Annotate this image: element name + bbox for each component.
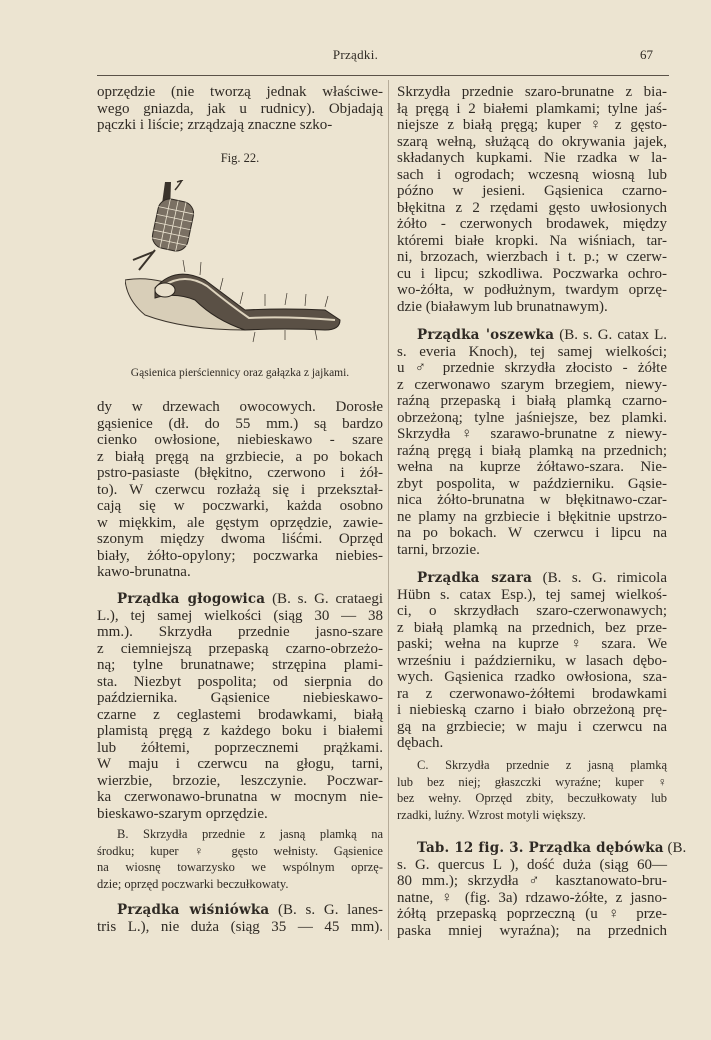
text-line: bieskawo-szarym oprzędzie. xyxy=(97,805,268,822)
text-line: października. Gąsienice niebieskawo- xyxy=(97,690,383,706)
text-line: tarni, brzozie. xyxy=(397,541,480,558)
text-line: któremi białe kropki. Na wiśniach, tar- xyxy=(397,232,667,249)
paragraph-p-glogowica xyxy=(97,591,383,822)
paragraph-p-szara xyxy=(397,570,667,752)
column-divider xyxy=(388,80,389,940)
text-line: obrzeżoną; tylne jaśniejsze, bez plamki. xyxy=(397,409,667,426)
species-heading: Prządka głogowica xyxy=(117,591,266,607)
text-line: cienko owłosione, niebieskawo - szare xyxy=(97,432,383,448)
text-line: z białą pręgą na grzbiecie, a po bokach xyxy=(97,448,383,465)
species-heading: Prządka wiśniówka xyxy=(117,902,270,918)
text-line: nica żółto-brunatna w błękitnawo-czar- xyxy=(397,492,667,508)
text-line: Skrzydła przednie szaro-brunatne z bia- xyxy=(397,84,667,100)
running-header-title: Prządki. xyxy=(332,47,379,62)
text-line: gą na grzbiecie; w maju i czerwcu na xyxy=(397,718,667,735)
text-line: ra z czerwonawo-żółtemi brodawkami xyxy=(397,685,667,702)
text-line: błękitna z 2 rzędami gęsto uwłosionych xyxy=(397,199,667,216)
paragraph-p-continued xyxy=(97,84,383,134)
text-line: 80 mm.); skrzydła ♂ kasztanowato-bru- xyxy=(397,873,667,889)
text-line: czarne z ceglastemi brodawkami, białą xyxy=(97,706,383,723)
paragraph-p-group-c xyxy=(397,757,667,823)
text-line: wych. Gąsienica rzadko owłosiona, sza- xyxy=(397,669,667,685)
text-line: w miękkim, ale gęstym oprzędzie, zawie- xyxy=(97,514,383,531)
text-line-rest: (B. s. G. rimicola xyxy=(532,570,667,586)
header-rule xyxy=(97,75,669,76)
text-line: dzie (białawym lub brunatnawym). xyxy=(397,298,608,315)
text-line: rzadki, luźny. Wzrost motyli większy. xyxy=(397,807,586,822)
text-line: s. G. quercus L ), dość duża (siąg 60— xyxy=(397,856,667,873)
text-line: dębach. xyxy=(397,735,444,751)
species-heading: Prządka szara xyxy=(417,570,533,586)
paragraph-p-wisniowka-cont xyxy=(397,84,667,315)
text-line: ne plamy na grzbiecie i błękitnie upstrzo- xyxy=(397,508,667,525)
figure-caption: Gąsienica pierściennicy oraz gałązka z jajkami. xyxy=(130,367,350,379)
text-line: tris L.), nie duża (siąg 35 — 45 mm). xyxy=(97,918,383,935)
text-line: szonym między dwoma liśćmi. Oprzęd xyxy=(97,531,383,547)
text-line: późno w jesieni. Gąsienica czarno- xyxy=(397,183,667,199)
text-line xyxy=(397,327,667,344)
paragraph-p-damage xyxy=(97,399,383,581)
text-line xyxy=(397,840,687,857)
text-line: z białą plamką na przednich, bez prze- xyxy=(397,619,667,636)
text-line: paska mniej wyraźna); na przednich xyxy=(397,922,667,939)
text-line: ka czerwonawo-brunatna w mocnym nie- xyxy=(97,789,383,805)
text-line: wierzbie, brzozie, leszczynie. Poczwar- xyxy=(97,772,383,789)
paragraph-p-oszewka xyxy=(397,327,667,558)
text-line: kawo-brunatna. xyxy=(97,564,191,580)
text-line: lub bez niej; głaszczki wyraźne; kuper ♀ xyxy=(397,774,667,789)
page-number: 67 xyxy=(640,47,653,62)
text-line: środku; kuper ♀ gęsto wełnisty. Gąsienice xyxy=(97,843,383,858)
figure-label: Fig. 22. xyxy=(220,151,260,165)
text-line: raźną pręgą i białą plamką na przednich; xyxy=(397,442,667,459)
text-line: niejsze z białą pręgą; kuper ♀ z gęsto- xyxy=(397,117,667,133)
text-line: pstro-pasiaste (błękitno, czerwono i żół- xyxy=(97,465,383,481)
text-line: L.), tej samej wielkości (siąg 30 — 38 xyxy=(97,607,383,624)
text-line: na po bokach. W czerwcu i lipcu na xyxy=(397,525,667,541)
text-line: C. Skrzydła przednie z jasną plamką xyxy=(417,758,667,772)
text-line-rest: (B. xyxy=(663,840,687,856)
text-line: lub żółtemi, poprzecznemi prążkami. xyxy=(97,739,383,756)
text-line: ną; tylne brunatnawe; strzępina plami- xyxy=(97,657,383,673)
text-line: cają się w poczwarki, każda osobno xyxy=(97,498,383,514)
text-line xyxy=(397,570,667,587)
text-line: na wiosnę towarzysko we wspólnym oprzę- xyxy=(97,860,383,874)
text-line: oprzędzie (nie tworzą jednak właściwe- xyxy=(97,84,383,100)
text-line: paski; wełna na kuprze ♀ szara. We xyxy=(397,636,667,652)
paragraph-p-wisniowka xyxy=(97,902,383,935)
text-line: wełna na kuprze żółtawo-szara. Nie- xyxy=(397,459,667,475)
paragraph-p-group-b xyxy=(97,826,383,892)
text-line: s. everia Knoch), tej samej wielkości; xyxy=(397,343,667,360)
text-line: gąsienice (dł. do 55 mm.) są bardzo xyxy=(97,415,383,432)
text-line: ni, brzozach, wierzbach i t. p.; w czerw- xyxy=(397,249,667,265)
text-line: cu i lipcu; szkodliwa. Poczwarka ochro- xyxy=(397,265,667,282)
text-line xyxy=(97,591,383,608)
text-line: łą pręgą i 2 białemi plamkami; tylne jaś- xyxy=(397,100,667,117)
text-line: sta. Niezbyt pospolita; od sierpnia do xyxy=(97,673,383,690)
text-line: i niebieską czarno i biało obrzeżoną prę- xyxy=(397,702,667,718)
text-line: biały, żółto-opylony; poczwarka niebies- xyxy=(97,547,383,564)
text-line: składanych kupkami. Nie rzadka w la- xyxy=(397,150,667,166)
text-line: W maju i czerwcu na głogu, tarni, xyxy=(97,756,383,772)
text-line: sach i ogrodach; wczesną wiosną lub xyxy=(397,166,667,183)
text-line: z ciemniejszą przepaską czarno-obrzeżo- xyxy=(97,640,383,657)
caterpillar-illustration xyxy=(125,180,360,345)
text-line: to). W czerwcu rozłażą się i przekształ- xyxy=(97,481,383,498)
text-line-rest: (B. s. G. lanes- xyxy=(269,902,383,918)
text-line xyxy=(97,902,383,919)
text-line: plamistą pręgą z każdego boku i białemi xyxy=(97,723,383,739)
species-heading: Tab. 12 fig. 3. Prządka dębówka xyxy=(417,840,664,856)
species-heading: Prządka 'oszewka xyxy=(417,327,555,343)
text-line: żółto - czerwonych brodawek, między xyxy=(397,216,667,232)
text-line: ci, o skrzydłach szaro-czerwonawych; xyxy=(397,603,667,619)
text-line-rest: (B. s. G. catax L. xyxy=(554,327,667,343)
text-line: wo-żółta, w podłużnym, twardym oprzę- xyxy=(397,282,667,298)
text-line: u ♂ przednie skrzydła złocisto - żółte xyxy=(397,360,667,376)
text-line: zbyt pospolita, w październiku. Gąsie- xyxy=(397,475,667,492)
text-line: wrześniu i październiku, w lasach dębo- xyxy=(397,652,667,669)
text-line: dy w drzewach owocowych. Dorosłe xyxy=(97,399,383,415)
text-line: pączki i liście; zrządzają znaczne szko- xyxy=(97,117,333,133)
egg-cluster-twig xyxy=(133,180,196,270)
text-line-rest: (B. s. G. crataegi xyxy=(265,591,383,607)
text-line: bez wełny. Oprzęd zbity, beczułkowaty lub xyxy=(397,791,667,805)
text-line: wego gniazda, jak u rudnicy). Objadają xyxy=(97,100,383,117)
text-line: szarą wełną, służącą do okrywania jajek, xyxy=(397,133,667,150)
paragraph-p-debowka xyxy=(397,840,687,939)
text-line: żółtą przepaską poprzeczną (u ♀ prze- xyxy=(397,906,667,922)
text-line: dzie; oprzęd poczwarki beczułkowaty. xyxy=(97,876,289,891)
text-line: natne, ♀ (fig. 3a) rdzawo-żółte, z jasno- xyxy=(397,889,667,906)
text-line: Skrzydła ♀ szarawo-brunatne z niewy- xyxy=(397,426,667,442)
text-line: z czerwonawo szarym brzegiem, niewy- xyxy=(397,376,667,393)
text-line: mm.). Skrzydła przednie jasno-szare xyxy=(97,624,383,640)
text-line: raźną przepaską i białą plamką czarno- xyxy=(397,393,667,409)
text-line: B. Skrzydła przednie z jasną plamką na xyxy=(117,827,383,841)
text-line: Hübn s. catax Esp.), tej samej wielkoś- xyxy=(397,586,667,603)
